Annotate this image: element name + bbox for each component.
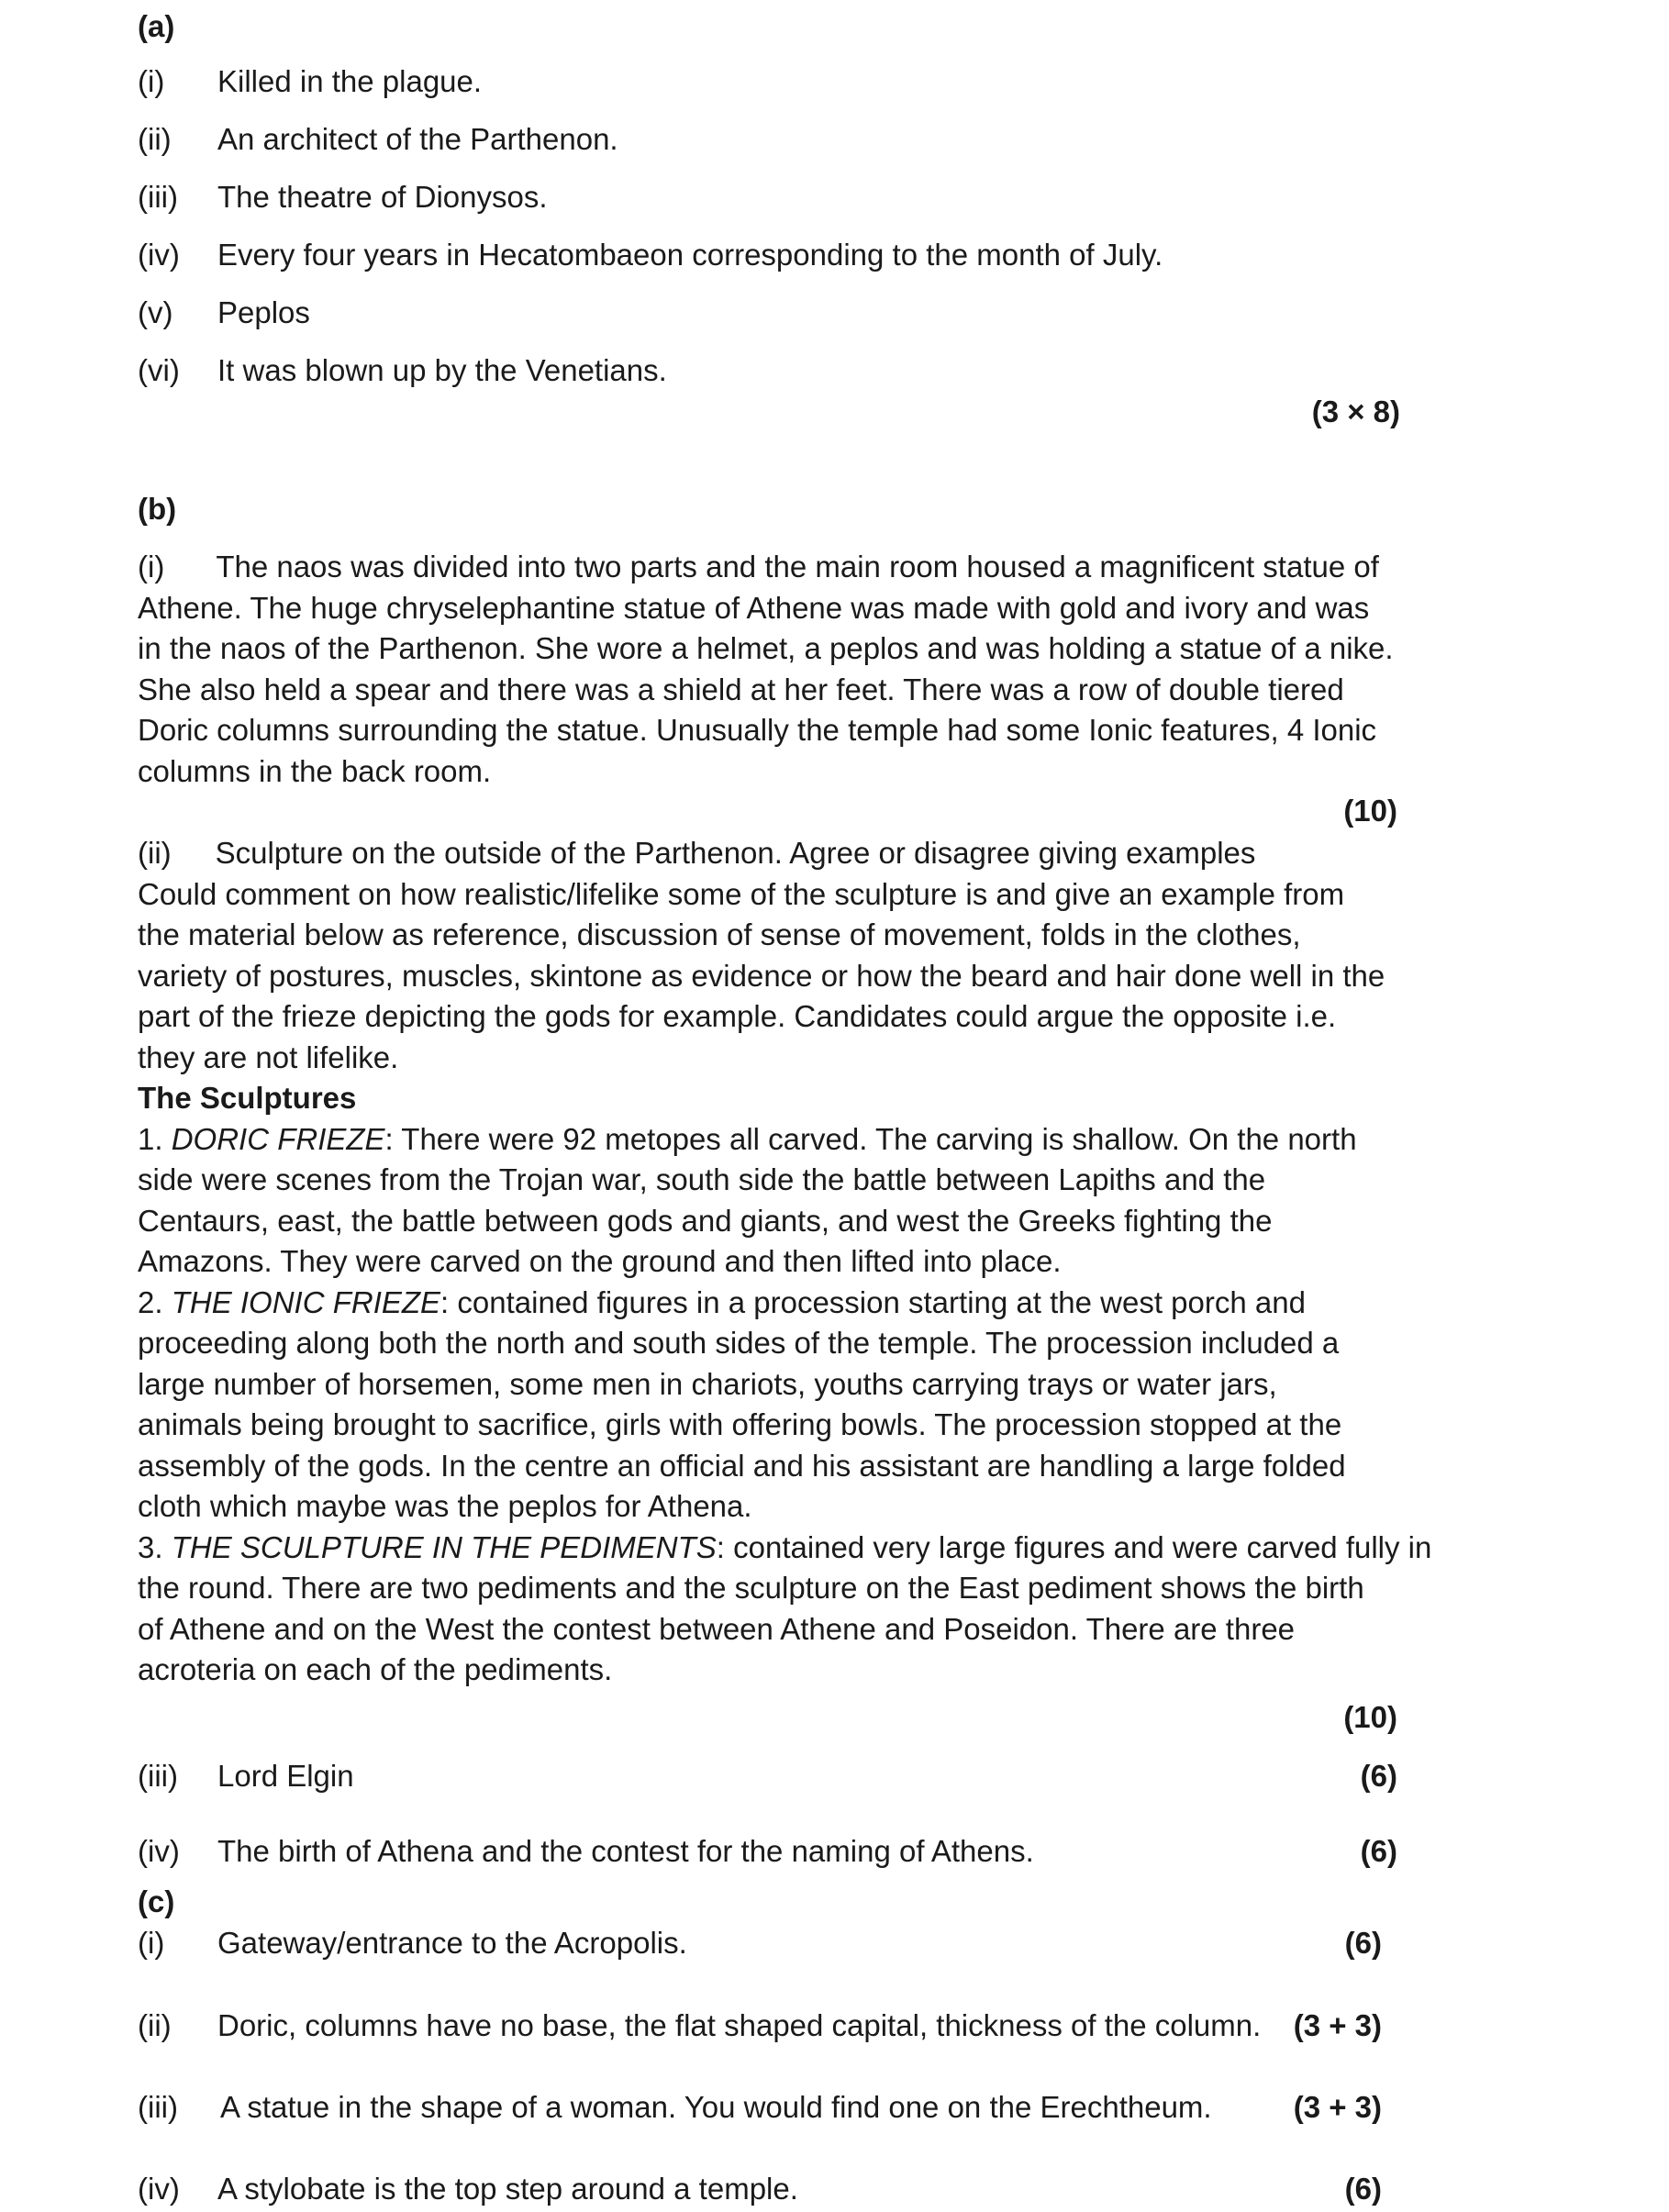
answer-text: Killed in the plague. — [217, 64, 483, 98]
section-b-heading: (b) — [138, 492, 177, 526]
answer-line: Doric columns surrounding the statue. Unusually the temple had some Ionic features, 4 Ionic — [138, 713, 1377, 747]
item-label: (ii) — [138, 2008, 172, 2042]
answer-line: large number of horsemen, some men in chariots, youths carrying trays or water jars, — [138, 1366, 1277, 1401]
answer-text: It was blown up by the Venetians. — [217, 353, 667, 387]
answer-line: acroteria on each of the pediments. — [138, 1652, 613, 1686]
item-label: (i) — [138, 64, 165, 98]
item-label: (iii) — [138, 180, 178, 214]
marks-c-iii: (3 + 3) — [1293, 2090, 1382, 2124]
answer-text: An architect of the Parthenon. — [217, 122, 618, 156]
answer-text: Doric, columns have no base, the flat shaped capital, thickness of the column. — [217, 2008, 1262, 2042]
answer-line: in the naos of the Parthenon. She wore a helmet, a peplos and was holding a statue of a nike. — [138, 631, 1394, 665]
marks-b-ii: (10) — [1343, 1700, 1397, 1734]
section-c-heading: (c) — [138, 1884, 175, 1918]
answer-text: A stylobate is the top step around a temple. — [217, 2172, 798, 2206]
item-label: (i) — [138, 1926, 165, 1960]
answer-line: animals being brought to sacrifice, girls with offering bowls. The procession stopped at the — [138, 1407, 1342, 1441]
term-pediments: THE SCULPTURE IN THE PEDIMENTS — [171, 1529, 717, 1564]
answer-line: proceeding along both the north and south sides of the temple. The procession included a — [138, 1326, 1340, 1360]
answer-line: Sculpture on the outside of the Parthenon. Agree or disagree giving examples — [215, 836, 1256, 870]
item-label: (iii) — [138, 2090, 178, 2124]
term-ionic-frieze: THE IONIC FRIEZE — [171, 1284, 441, 1319]
marks-b-iv: (6) — [1360, 1834, 1397, 1868]
answer-line: columns in the back room. — [138, 753, 492, 788]
item-label: (iv) — [138, 2172, 180, 2206]
marks-b-i: (10) — [1343, 794, 1397, 828]
list-number: 1. — [138, 1121, 163, 1156]
item-label: (iv) — [138, 1834, 180, 1868]
marks-c-iv: (6) — [1344, 2172, 1382, 2206]
answer-line: Athene. The huge chryselephantine statue of Athene was made with gold and ivory and was — [138, 590, 1370, 625]
answer-line: The naos was divided into two parts and the main room housed a magnificent statue of — [216, 550, 1379, 584]
marks-b-iii: (6) — [1360, 1759, 1397, 1793]
answer-line: they are not lifelike. — [138, 1039, 399, 1074]
item-label: (i) — [138, 550, 165, 584]
answer-text: The birth of Athena and the contest for the naming of Athens. — [217, 1834, 1034, 1868]
item-label: (vi) — [138, 353, 180, 387]
term-doric-frieze: DORIC FRIEZE — [171, 1121, 385, 1156]
answer-line: of Athene and on the West the contest between Athene and Poseidon. There are three — [138, 1611, 1296, 1646]
answer-text: Every four years in Hecatombaeon corresponding to the month of July. — [217, 238, 1163, 272]
answer-line: the round. There are two pediments and the sculpture on the East pediment shows the birth — [138, 1571, 1364, 1605]
answer-text: Lord Elgin — [217, 1759, 354, 1793]
item-label: (ii) — [138, 122, 172, 156]
answer-text: A statue in the shape of a woman. You would find one on the Erechtheum. — [220, 2090, 1212, 2124]
marks-a: (3 × 8) — [1311, 395, 1400, 428]
answer-line: Amazons. They were carved on the ground and then lifted into place. — [138, 1244, 1062, 1278]
item-label: (iii) — [138, 1759, 178, 1793]
answer-line: Could comment on how realistic/lifelike some of the sculpture is and give an example from — [138, 876, 1345, 911]
answer-line: Centaurs, east, the battle between gods and giants, and west the Greeks fighting the — [138, 1203, 1273, 1238]
item-label: (v) — [138, 295, 173, 329]
list-number: 3. — [138, 1529, 163, 1564]
section-a-heading: (a) — [138, 9, 175, 43]
answer-line: : contained very large figures and were carved fully in — [716, 1529, 1432, 1564]
answer-text: The theatre of Dionysos. — [217, 180, 548, 214]
answer-text: Peplos — [217, 295, 310, 329]
answer-line: : There were 92 metopes all carved. The carving is shallow. On the north — [384, 1121, 1357, 1156]
answer-line: part of the frieze depicting the gods for example. Candidates could argue the opposite i.e. — [138, 999, 1337, 1033]
answer-b-ii — [138, 833, 1432, 1691]
answer-line: cloth which maybe was the peplos for Athena. — [138, 1489, 752, 1523]
answer-text: Gateway/entrance to the Acropolis. — [217, 1926, 687, 1960]
marks-c-ii: (3 + 3) — [1293, 2008, 1382, 2042]
sculptures-heading: The Sculptures — [138, 1081, 357, 1115]
answer-line: the material below as reference, discussion of sense of movement, folds in the clothes, — [138, 917, 1301, 951]
marks-c-i: (6) — [1344, 1926, 1382, 1960]
answer-line: She also held a spear and there was a shield at her feet. There was a row of double tiered — [138, 672, 1344, 706]
answer-line: : contained figures in a procession starting at the west porch and — [440, 1284, 1306, 1319]
answer-line: variety of postures, muscles, skintone as evidence or how the beard and hair done well in the — [138, 958, 1385, 993]
item-label: (ii) — [138, 836, 172, 870]
answer-line: assembly of the gods. In the centre an official and his assistant are handling a large folded — [138, 1448, 1346, 1483]
item-label: (iv) — [138, 238, 180, 272]
answer-b-i — [138, 547, 1422, 792]
list-number: 2. — [138, 1284, 163, 1319]
answer-line: side were scenes from the Trojan war, south side the battle between Lapiths and the — [138, 1162, 1266, 1196]
